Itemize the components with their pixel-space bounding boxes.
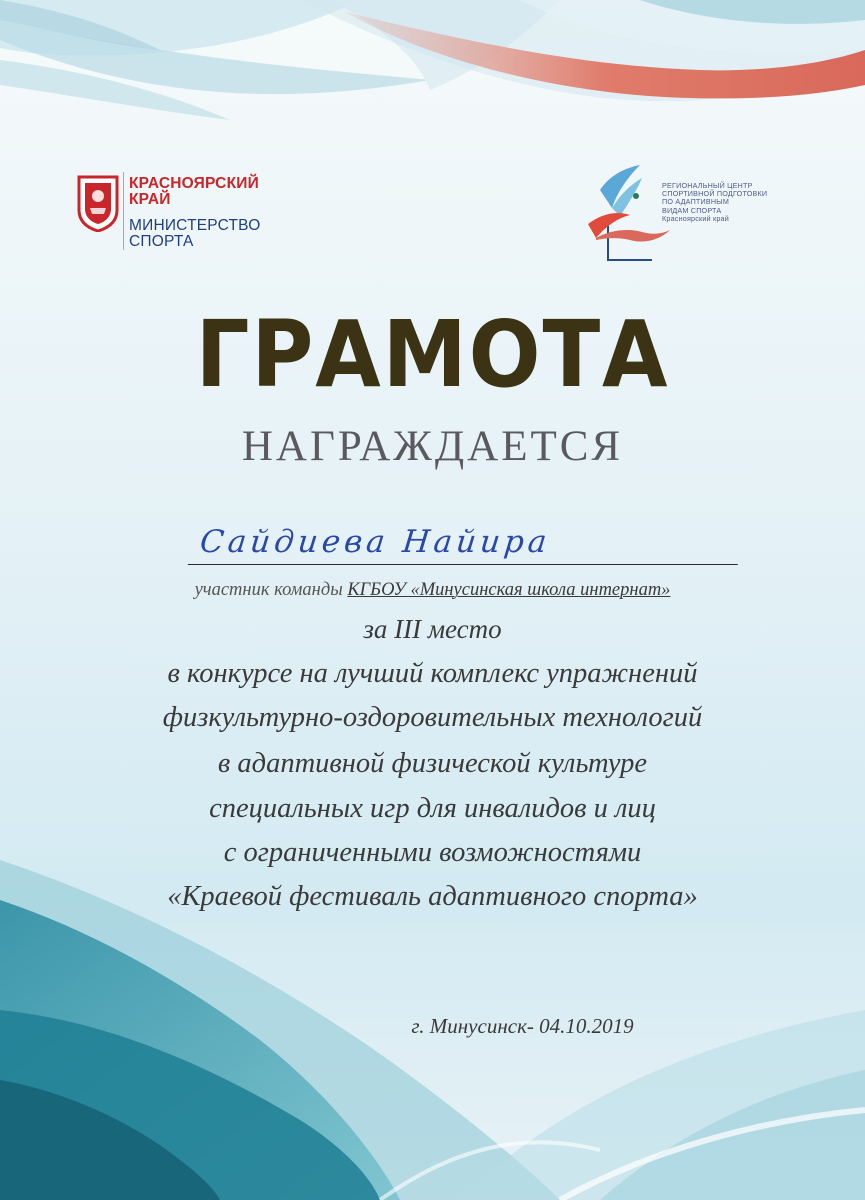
team-prefix: участник команды <box>194 580 343 600</box>
certificate-title: ГРАМОТА <box>195 301 670 408</box>
certificate-subtitle: НАГРАЖДАЕТСЯ <box>241 423 624 470</box>
logo-divider <box>123 172 124 250</box>
contest-line: физкультурно-оздоровительных технологий <box>162 702 703 733</box>
region-name: КРАСНОЯРСКИЙ КРАЙ <box>129 175 259 208</box>
contest-line: в конкурсе на лучший комплекс упражнений <box>167 658 698 689</box>
contest-line: специальных игр для инвалидов и лиц <box>209 793 656 824</box>
contest-line: «Краевой фестиваль адаптивного спорта» <box>167 881 698 912</box>
sport-center-logo <box>570 160 768 270</box>
ministry-name: МИНИСТЕРСТВО СПОРТА <box>129 217 261 250</box>
recipient-name: Сайдиева Найира <box>188 522 743 565</box>
coat-of-arms-icon <box>76 174 120 232</box>
adaptive-sport-logo-icon <box>570 160 670 270</box>
team-line <box>0 578 865 602</box>
contest-line: с ограниченными возможностями <box>223 837 642 868</box>
award-place: за III место <box>363 614 502 644</box>
contest-line: в адаптивной физической культуре <box>217 748 648 779</box>
sport-center-name: РЕГИОНАЛЬНЫЙ ЦЕНТР СПОРТИВНОЙ ПОДГОТОВКИ ПО АДАПТИВНЫМ ВИДАМ СПОРТА Красноярский край <box>662 181 768 223</box>
place-and-date: г. Минусинск- 04.10.2019 <box>411 1014 634 1038</box>
team-name: КГБОУ «Минусинская школа интернат» <box>347 580 671 600</box>
ministry-logo <box>76 172 306 252</box>
